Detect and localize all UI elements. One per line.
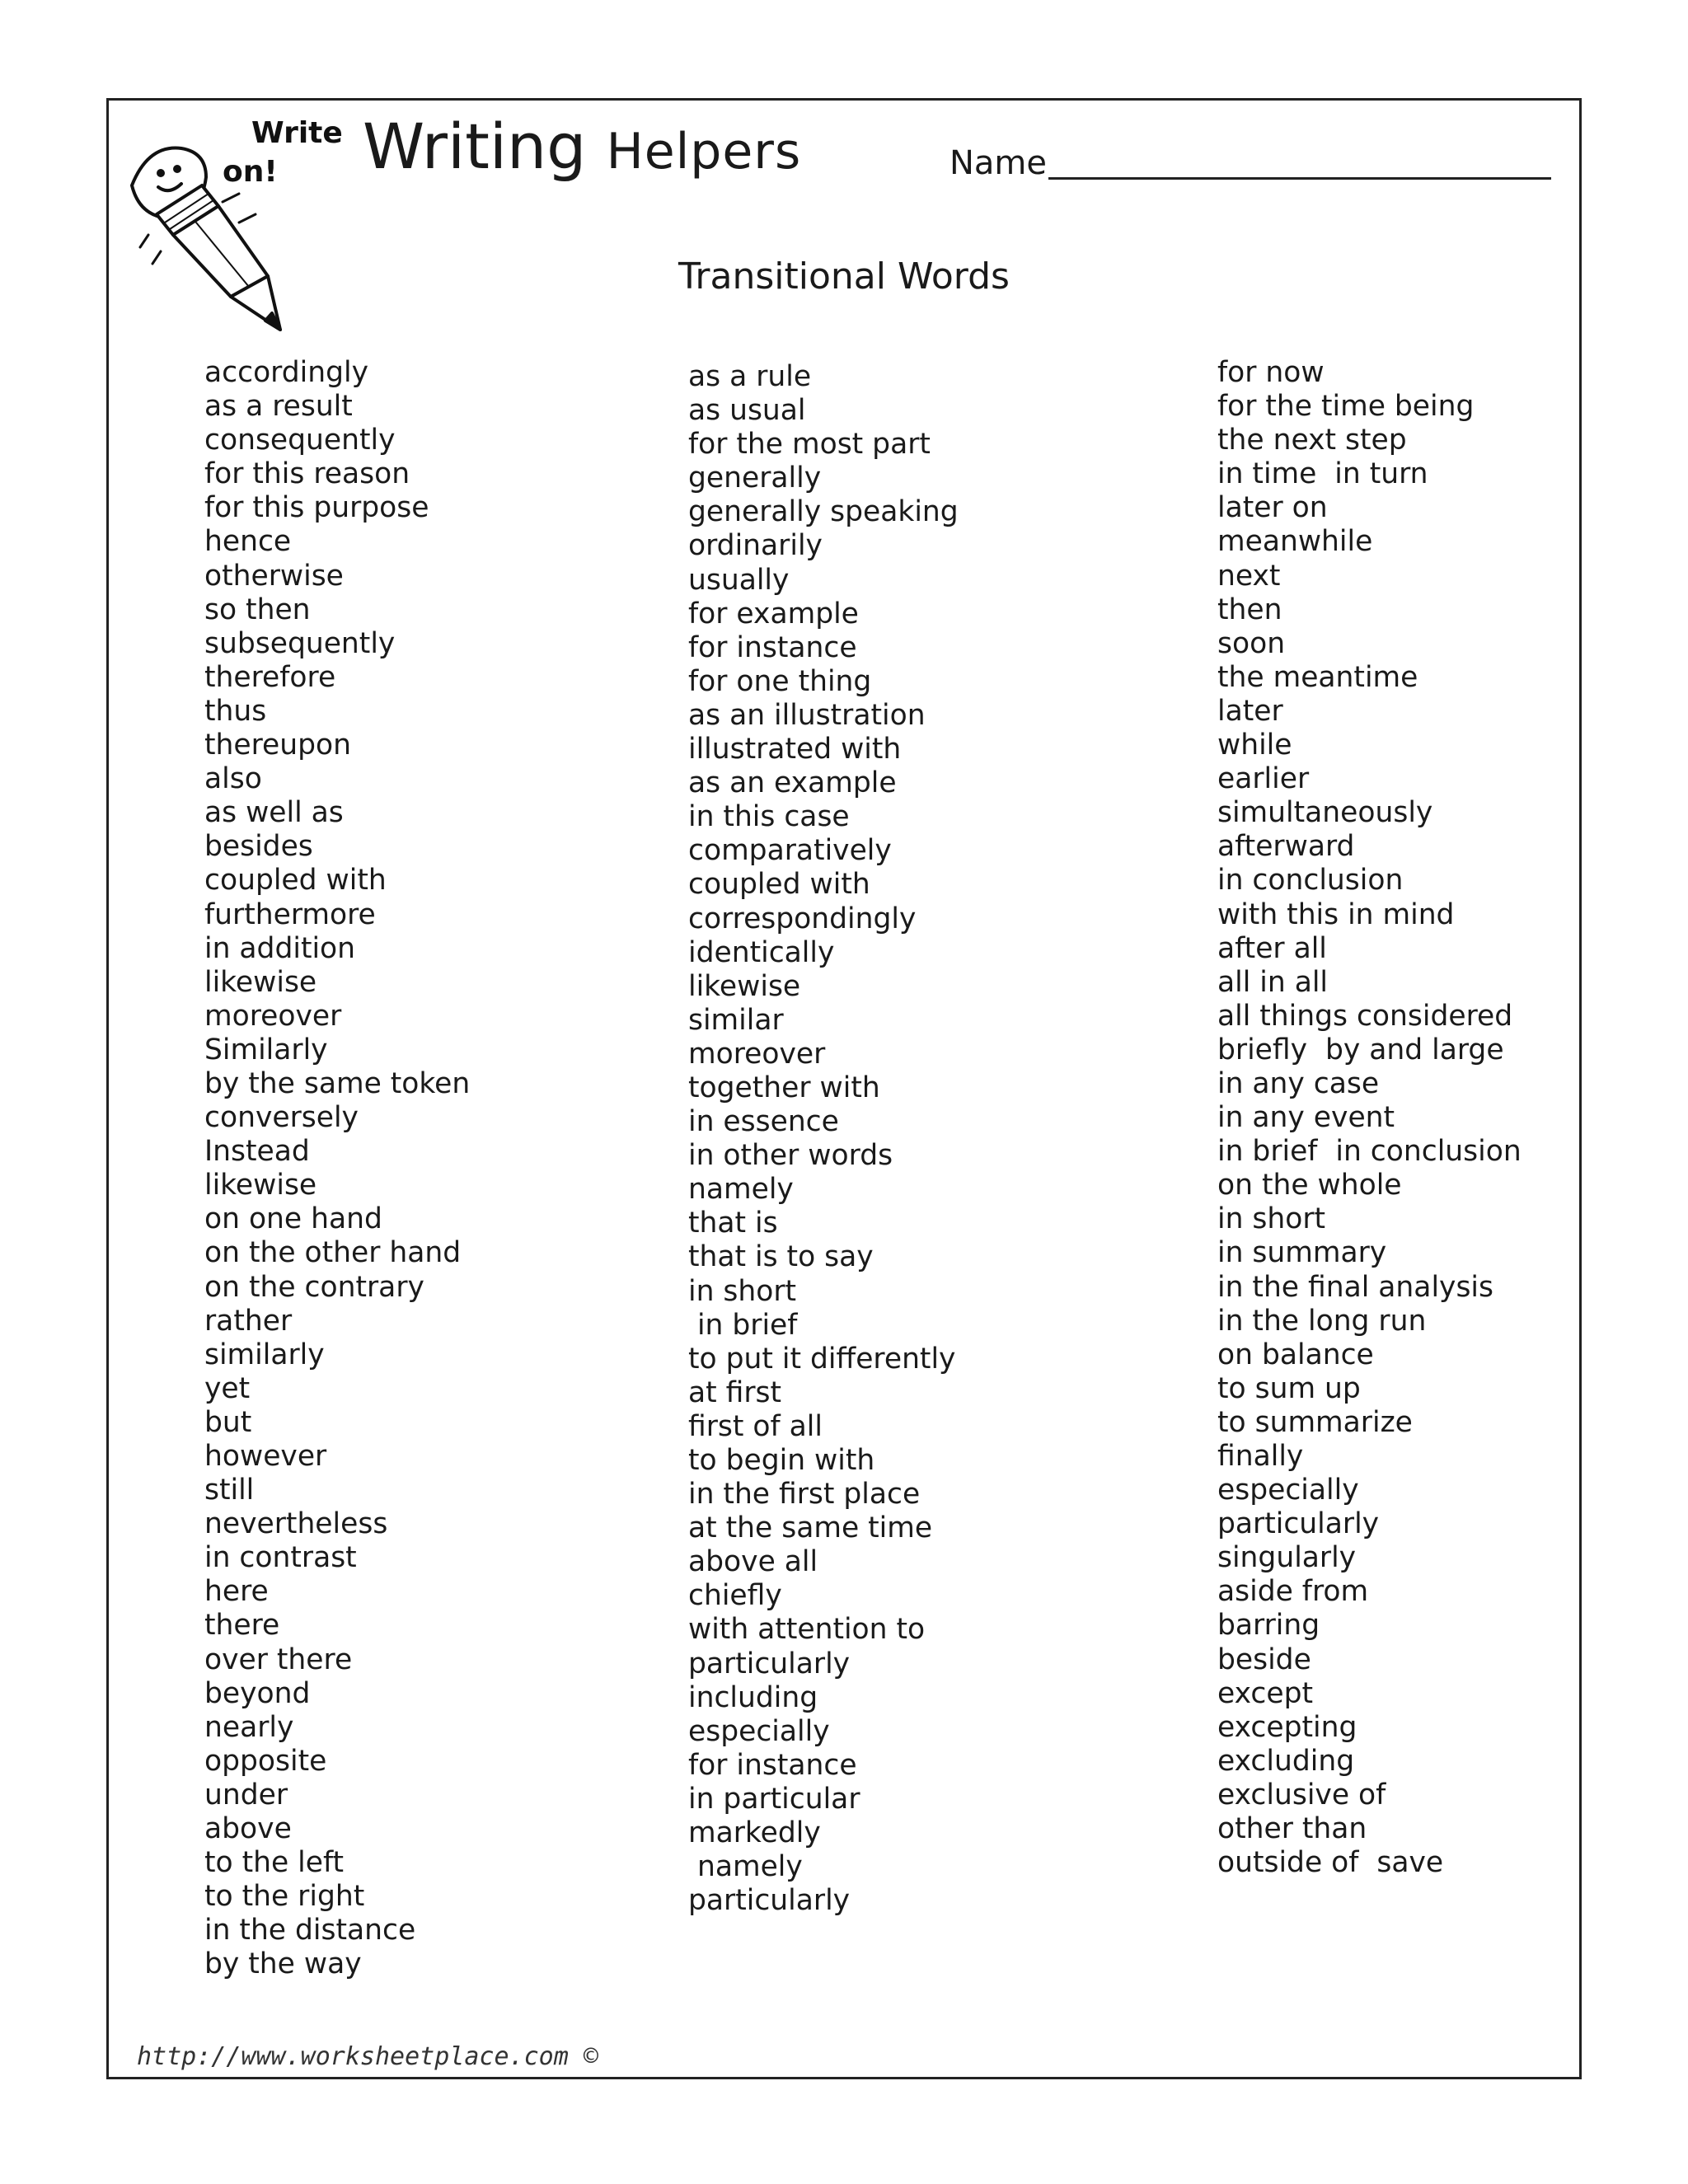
list-item: but — [204, 1405, 252, 1439]
list-item: as usual — [688, 394, 806, 428]
list-item: as a result — [204, 390, 353, 424]
list-item: to begin with — [688, 1444, 875, 1477]
name-field[interactable] — [950, 138, 1551, 180]
list-item: in the long run — [1217, 1304, 1427, 1338]
list-item: excluding — [1217, 1744, 1355, 1778]
list-item: as well as — [204, 796, 344, 830]
list-item: in any case — [1217, 1066, 1380, 1100]
list-item: yet — [204, 1371, 251, 1405]
title-part1: Writing — [363, 110, 587, 183]
list-item: the meantime — [1217, 660, 1418, 694]
list-item: to the left — [204, 1846, 345, 1880]
list-item: later — [1217, 694, 1283, 728]
list-item: in contrast — [204, 1541, 357, 1575]
list-item: aside from — [1217, 1575, 1369, 1609]
list-item: all things considered — [1217, 999, 1513, 1033]
list-item: soon — [1217, 626, 1286, 660]
list-item: subsequently — [204, 626, 396, 660]
list-item: likewise — [204, 1169, 317, 1202]
list-item: to summarize — [1217, 1405, 1413, 1439]
list-item: in summary — [1217, 1236, 1387, 1270]
list-item: particularly — [688, 1884, 851, 1918]
list-item: over there — [204, 1643, 353, 1676]
list-item: to sum up — [1217, 1371, 1361, 1405]
list-item: therefore — [204, 660, 336, 694]
list-item: thus — [204, 694, 267, 728]
list-item: in time in turn — [1217, 457, 1428, 491]
list-item: simultaneously — [1217, 796, 1433, 830]
list-item: together with — [688, 1071, 880, 1104]
list-item: as an illustration — [688, 698, 926, 732]
list-item: nearly — [204, 1710, 294, 1744]
list-item: rather — [204, 1304, 293, 1338]
list-item: all in all — [1217, 965, 1329, 999]
list-item: barring — [1217, 1609, 1320, 1643]
list-item: for one thing — [688, 664, 872, 698]
list-item: likewise — [204, 965, 317, 999]
list-item: earlier — [1217, 762, 1310, 796]
list-item: generally — [688, 462, 822, 495]
list-item: on the other hand — [204, 1236, 462, 1270]
section-heading: Transitional Words — [678, 255, 1010, 298]
list-item: hence — [204, 525, 292, 559]
list-item: especially — [1217, 1474, 1359, 1507]
list-item: similarly — [204, 1338, 325, 1371]
list-item: at first — [688, 1376, 782, 1409]
list-item: comparatively — [688, 834, 892, 868]
name-input-line[interactable] — [1048, 146, 1551, 180]
footer-url: http://www.worksheetplace.com © — [137, 2042, 598, 2071]
list-item: later on — [1217, 491, 1328, 525]
list-item: with this in mind — [1217, 898, 1455, 931]
list-item: Instead — [204, 1135, 310, 1169]
list-item: including — [688, 1680, 818, 1714]
list-item: beside — [1217, 1643, 1311, 1676]
list-item: on balance — [1217, 1338, 1374, 1371]
list-item: afterward — [1217, 830, 1355, 864]
list-item: then — [1217, 593, 1282, 626]
list-item: furthermore — [204, 898, 376, 931]
list-item: in the first place — [688, 1478, 921, 1511]
list-item: also — [204, 762, 262, 796]
list-item: in other words — [688, 1139, 893, 1173]
list-item: in addition — [204, 931, 356, 965]
list-item: in the final analysis — [1217, 1270, 1493, 1304]
list-item: except — [1217, 1676, 1314, 1710]
list-item: for example — [688, 597, 859, 630]
list-item: after all — [1217, 931, 1327, 965]
list-item: chiefly — [688, 1579, 782, 1613]
list-item: coupled with — [688, 868, 870, 902]
list-item: above — [204, 1812, 292, 1846]
list-item: by the way — [204, 1947, 362, 1981]
list-item: in conclusion — [1217, 864, 1404, 898]
list-item: ordinarily — [688, 529, 823, 563]
list-item: identically — [688, 935, 835, 969]
list-item: correspondingly — [688, 902, 917, 935]
list-item: to the right — [204, 1880, 365, 1914]
list-item: above all — [688, 1545, 818, 1579]
page-title — [363, 110, 802, 183]
list-item: in the distance — [204, 1914, 416, 1947]
list-item: in brief — [688, 1308, 798, 1342]
list-item: for the most part — [688, 428, 931, 462]
list-item: in particular — [688, 1782, 860, 1816]
list-item: besides — [204, 830, 313, 864]
list-item: under — [204, 1778, 288, 1811]
list-item: at the same time — [688, 1511, 933, 1545]
word-column-1 — [204, 356, 470, 1982]
list-item: moreover — [204, 999, 342, 1033]
list-item: moreover — [688, 1037, 826, 1071]
word-column-2 — [688, 360, 959, 1918]
list-item: there — [204, 1609, 280, 1643]
list-item: particularly — [688, 1647, 851, 1680]
list-item: meanwhile — [1217, 525, 1373, 559]
name-label: Name — [950, 144, 1048, 182]
list-item: in any event — [1217, 1101, 1395, 1135]
list-item: beyond — [204, 1676, 311, 1710]
list-item: opposite — [204, 1744, 327, 1778]
list-item: especially — [688, 1714, 830, 1748]
list-item: in short — [1217, 1202, 1326, 1236]
list-item: particularly — [1217, 1507, 1380, 1541]
list-item: on the contrary — [204, 1270, 424, 1304]
list-item: markedly — [688, 1816, 821, 1850]
list-item: as an example — [688, 766, 897, 800]
list-item: for the time being — [1217, 390, 1475, 424]
list-item: generally speaking — [688, 495, 959, 529]
list-item: otherwise — [204, 559, 344, 593]
list-item: for now — [1217, 356, 1325, 389]
list-item: for instance — [688, 630, 857, 664]
list-item: on the whole — [1217, 1169, 1402, 1202]
list-item: in this case — [688, 800, 850, 834]
list-item: illustrated with — [688, 733, 902, 766]
list-item: singularly — [1217, 1541, 1357, 1575]
list-item: namely — [688, 1173, 794, 1207]
list-item: in brief in conclusion — [1217, 1135, 1522, 1169]
list-item: outside of save — [1217, 1846, 1444, 1880]
list-item: next — [1217, 559, 1281, 593]
list-item: nevertheless — [204, 1507, 388, 1541]
list-item: briefly by and large — [1217, 1033, 1504, 1066]
list-item: the next step — [1217, 424, 1407, 457]
list-item: in short — [688, 1274, 797, 1308]
list-item: however — [204, 1440, 327, 1473]
list-item: for this purpose — [204, 491, 429, 525]
list-item: thereupon — [204, 729, 352, 762]
list-item: consequently — [204, 424, 396, 457]
list-item: finally — [1217, 1440, 1304, 1473]
title-part2: Helpers — [606, 123, 802, 180]
logo-text-line1: Write — [251, 116, 343, 150]
list-item: other than — [1217, 1812, 1367, 1846]
list-item: here — [204, 1575, 269, 1609]
list-item: namely — [688, 1850, 803, 1884]
list-item: that is — [688, 1207, 778, 1240]
list-item: accordingly — [204, 356, 369, 389]
list-item: usually — [688, 563, 790, 597]
list-item: excepting — [1217, 1710, 1357, 1744]
list-item: by the same token — [204, 1066, 471, 1100]
list-item: to put it differently — [688, 1342, 956, 1376]
list-item: first of all — [688, 1409, 823, 1443]
list-item: on one hand — [204, 1202, 382, 1236]
list-item: that is to say — [688, 1240, 874, 1274]
list-item: with attention to — [688, 1613, 926, 1647]
list-item: Similarly — [204, 1033, 328, 1066]
list-item: while — [1217, 729, 1292, 762]
list-item: for instance — [688, 1748, 857, 1782]
list-item: for this reason — [204, 457, 410, 491]
list-item: exclusive of — [1217, 1778, 1386, 1811]
pencil-logo — [124, 111, 346, 342]
list-item: conversely — [204, 1101, 359, 1135]
list-item: likewise — [688, 969, 801, 1003]
logo-text-line2: on! — [223, 155, 278, 189]
list-item: similar — [688, 1003, 784, 1037]
list-item: coupled with — [204, 864, 387, 898]
list-item: as a rule — [688, 360, 812, 393]
list-item: still — [204, 1474, 255, 1507]
word-column-3 — [1217, 356, 1522, 1880]
list-item: in essence — [688, 1105, 839, 1139]
list-item: so then — [204, 593, 311, 626]
